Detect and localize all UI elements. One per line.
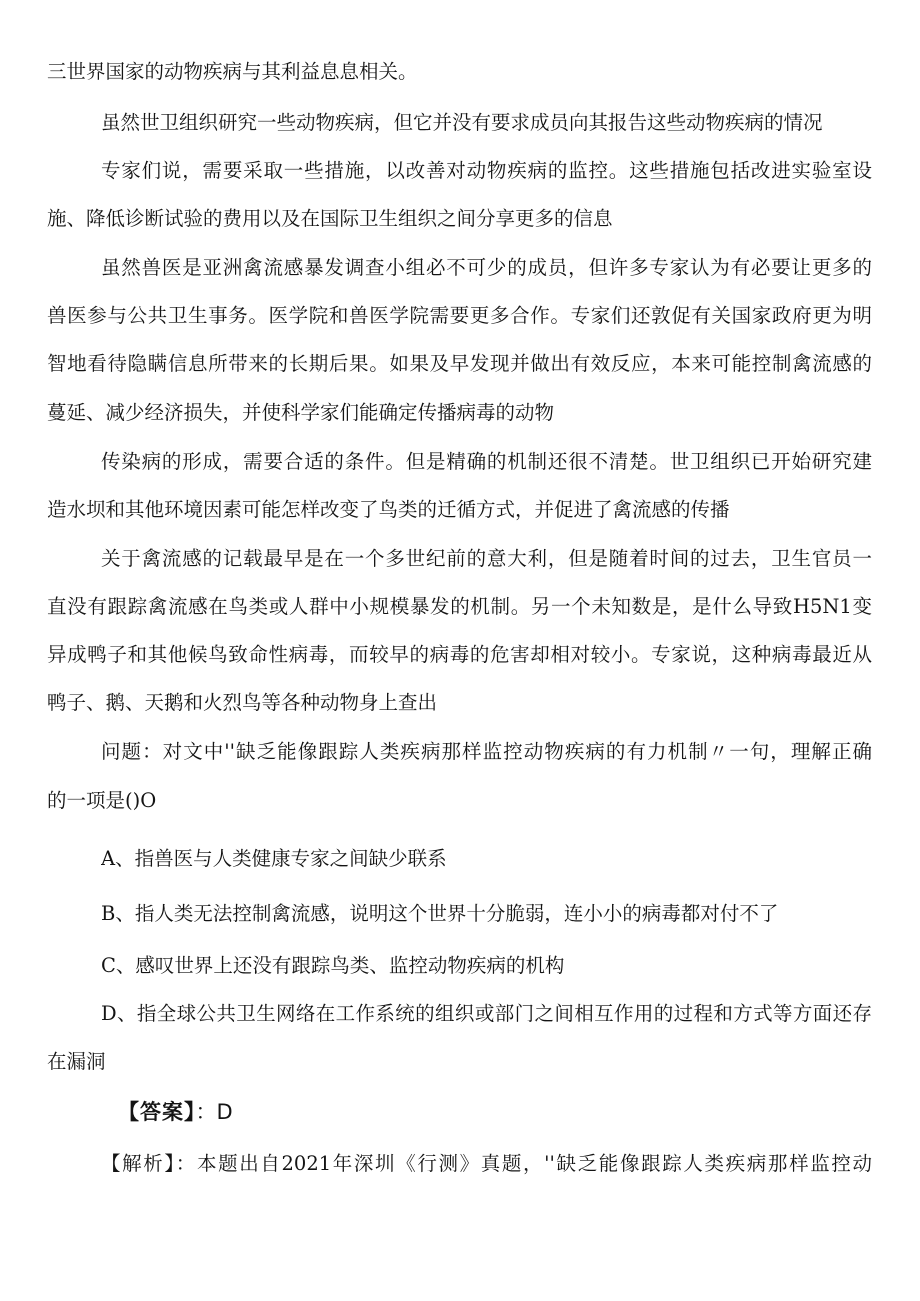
paragraph-vets-line-2: 兽医参与公共卫生事务。医学院和兽医学院需要更多合作。专家们还敦促有关国家政府更为明: [47, 304, 872, 327]
option-d-line-2: 在漏洞: [47, 1050, 106, 1073]
answer-tag: 【答案】: [118, 1100, 196, 1124]
paragraph-experts-line-2: 施、降低诊断试验的费用以及在国际卫生组织之间分享更多的信息: [47, 207, 613, 230]
paragraph-vets-line-1: 虽然兽医是亚洲禽流感暴发调查小组必不可少的成员，但许多专家认为有必要让更多的: [101, 256, 872, 279]
paragraph-history-line-2: 直没有跟踪禽流感在鸟类或人群中小规模暴发的机制。另一个未知数是，是什么导致H5N1变: [47, 595, 872, 618]
paragraph-history-line-1: 关于禽流感的记载最早是在一个多世纪前的意大利，但是随着时间的过去，卫生官员一: [101, 547, 872, 570]
paragraph-experts-line-1: 专家们说，需要采取一些措施，以改善对动物疾病的监控。这些措施包括改进实验室设: [101, 159, 872, 182]
paragraph-conditions-line-1: 传染病的形成，需要合适的条件。但是精确的机制还很不清楚。世卫组织已开始研究建: [101, 450, 872, 473]
analysis-line: 【解析】：本题出自2021年深圳《行测》真题，''缺乏能像跟踪人类疾病那样监控动: [101, 1152, 872, 1175]
answer-value: ：D: [195, 1100, 233, 1124]
option-d-line-1: D、指全球公共卫生网络在工作系统的组织或部门之间相互作用的过程和方式等方面还存: [101, 1002, 872, 1025]
answer-line: [118, 1097, 233, 1127]
option-b: B、指人类无法控制禽流感，说明这个世界十分脆弱，连小小的病毒都对付不了: [101, 902, 779, 925]
paragraph-conditions-line-2: 造水坝和其他环境因素可能怎样改变了鸟类的迁循方式，并促进了禽流感的传播: [47, 498, 730, 521]
question-line-2: 的一项是()O: [47, 789, 157, 812]
paragraph-history-line-3: 异成鸭子和其他候鸟致命性病毒，而较早的病毒的危害却相对较小。专家说，这种病毒最近从: [47, 643, 872, 666]
question-line-1: 问题：对文中''缺乏能像跟踪人类疾病那样监控动物疾病的有力机制〃一句，理解正确: [101, 740, 872, 763]
option-a: A、指兽医与人类健康专家之间缺少联系: [101, 847, 447, 870]
paragraph-continuation-line: 三世界国家的动物疾病与其利益息息相关。: [47, 60, 418, 83]
paragraph-history-line-4: 鸭子、鹅、天鹅和火烈鸟等各种动物身上查出: [47, 691, 438, 714]
paragraph-vets-line-4: 蔓延、减少经济损失，并使科学家们能确定传播病毒的动物: [47, 401, 555, 424]
paragraph-who-line-1: 虽然世卫组织研究一些动物疾病，但它并没有要求成员向其报告这些动物疾病的情况: [101, 111, 823, 134]
option-c: C、感叹世界上还没有跟踪鸟类、监控动物疾病的机构: [101, 954, 565, 977]
paragraph-vets-line-3: 智地看待隐瞒信息所带来的长期后果。如果及早发现并做出有效反应，本来可能控制禽流感的: [47, 352, 872, 375]
